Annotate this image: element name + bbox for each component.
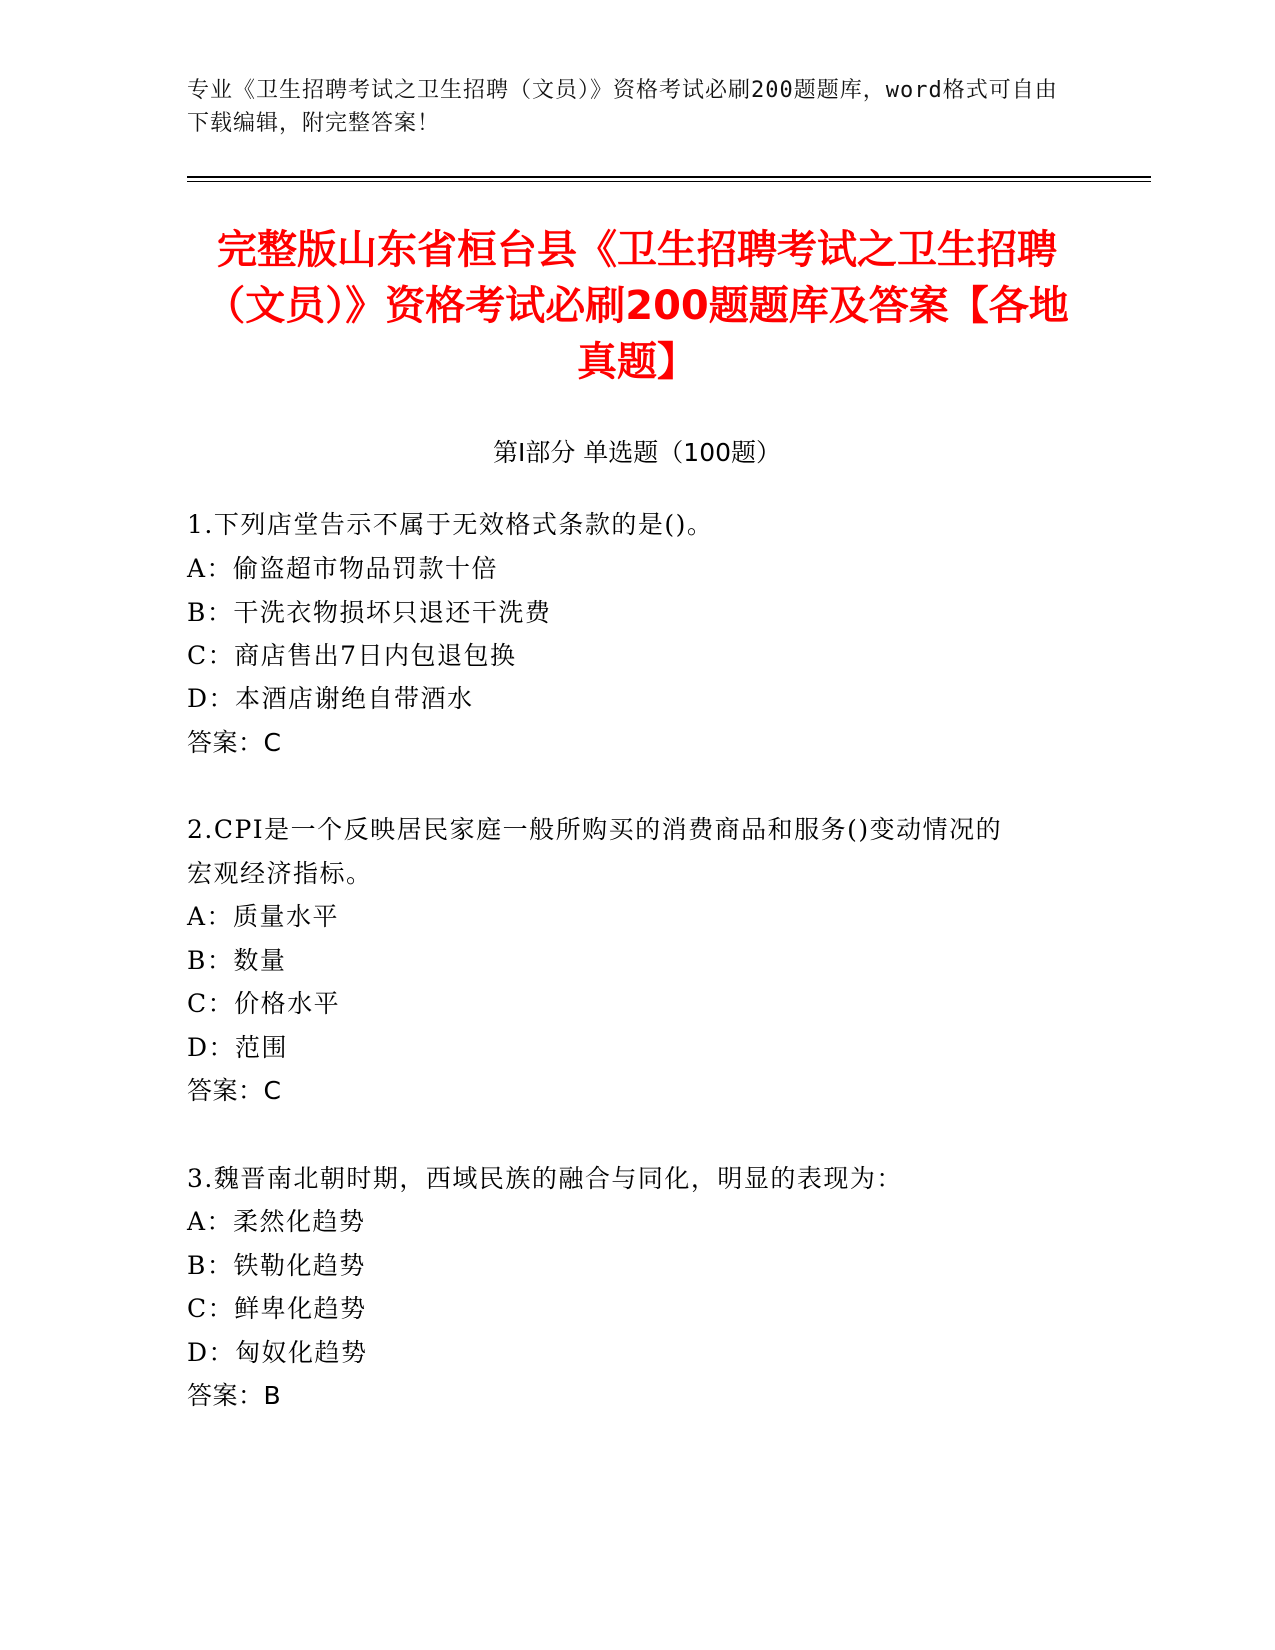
question-option: A：质量水平 [187, 902, 340, 931]
question-stem: 2.CPI是一个反映居民家庭一般所购买的消费商品和服务()变动情况的 [187, 815, 1003, 844]
question-option: D：范围 [187, 1033, 289, 1062]
question-answer: 答案：B [187, 1381, 282, 1410]
header-note: 专业《卫生招聘考试之卫生招聘（文员）》资格考试必刷200题题库，word格式可自由下载编辑，附完整答案！ [187, 78, 1058, 136]
question-answer: 答案：C [187, 728, 282, 757]
document-title: 完整版山东省桓台县《卫生招聘考试之卫生招聘（文员）》资格考试必刷200题题库及答案【各地真题】 [205, 227, 1069, 385]
question-option: C：鲜卑化趋势 [187, 1294, 367, 1323]
question-stem: 1.下列店堂告示不属于无效格式条款的是()。 [187, 510, 714, 539]
question-option: A：柔然化趋势 [187, 1207, 366, 1236]
question-option: C：价格水平 [187, 989, 341, 1018]
question-stem-continued: 宏观经济指标。 [187, 859, 373, 888]
question-option: B：铁勒化趋势 [187, 1251, 366, 1280]
header-rule-thick [187, 176, 1151, 178]
section-title: 第Ⅰ部分 单选题（100题） [492, 438, 782, 467]
question-option: D：本酒店谢绝自带酒水 [187, 684, 474, 713]
question-answer: 答案：C [187, 1076, 282, 1105]
question-option: B：数量 [187, 946, 287, 975]
question-stem: 3.魏晋南北朝时期，西域民族的融合与同化，明显的表现为： [187, 1164, 903, 1193]
question-option: C：商店售出7日内包退包换 [187, 641, 517, 670]
question-option: B：干洗衣物损坏只退还干洗费 [187, 598, 552, 627]
header-rule-thin [187, 181, 1151, 182]
question-option: A：偷盗超市物品罚款十倍 [187, 554, 499, 583]
question-option: D：匈奴化趋势 [187, 1338, 368, 1367]
